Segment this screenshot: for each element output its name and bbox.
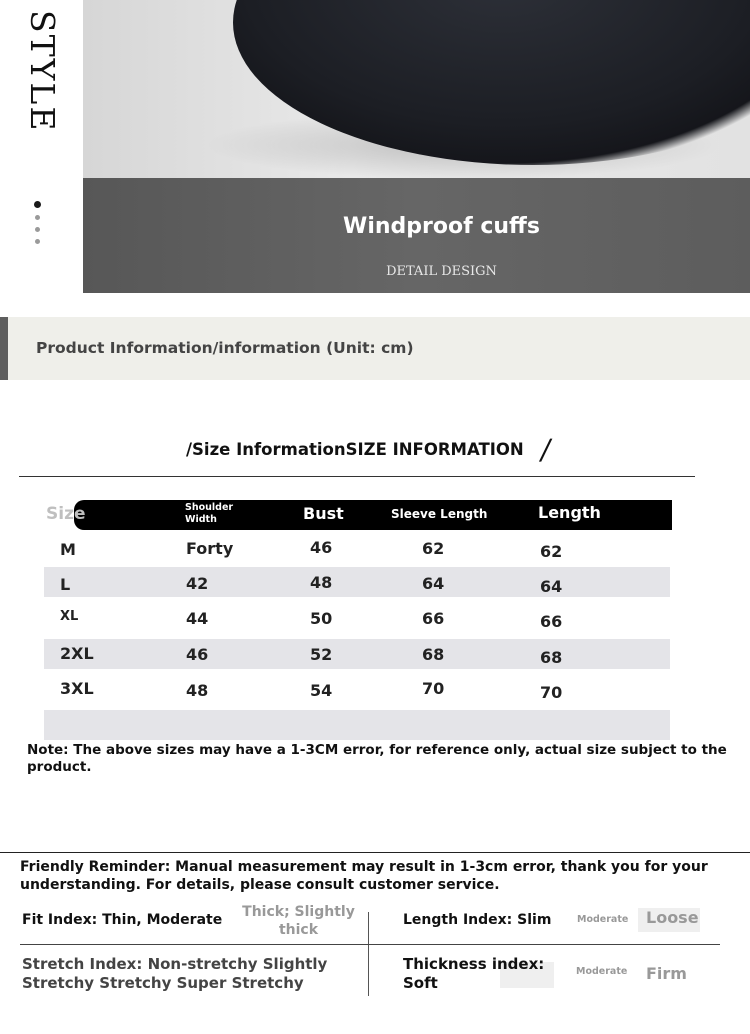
table-row: [44, 675, 670, 705]
fit-index-option: Thick; Slightly thick: [242, 904, 355, 938]
info-accent: [0, 317, 8, 380]
cell-shoulder: Forty: [186, 539, 234, 558]
cell-sleeve: 64: [422, 574, 445, 593]
cell-bust: 54: [310, 681, 333, 700]
thickness-index-option: Moderate: [576, 966, 628, 977]
slide-indicator: [34, 201, 42, 253]
cell-bust: 48: [310, 573, 333, 592]
cell-sleeve: 68: [422, 645, 445, 664]
cell-shoulder: 42: [186, 574, 209, 593]
cell-length: 70: [540, 683, 563, 702]
thickness-index-option: Firm: [646, 964, 687, 983]
cell-bust: 46: [310, 538, 333, 557]
style-word: STYLE: [23, 9, 62, 132]
size-table: [44, 500, 672, 740]
cell-length: 68: [540, 648, 563, 667]
cell-length: 64: [540, 577, 563, 596]
col-header-size: Size: [46, 504, 86, 524]
cell-length: 66: [540, 612, 563, 631]
cell-shoulder: 48: [186, 681, 209, 700]
cell-bust: 50: [310, 609, 333, 628]
table-row: [44, 567, 670, 597]
length-index-option: Loose: [638, 908, 700, 932]
detail-banner: [83, 178, 750, 293]
table-row-empty: [44, 710, 670, 740]
slide-dot-active[interactable]: [34, 201, 41, 208]
thickness-index-label: Thickness index: Soft: [403, 955, 545, 992]
slide-dot[interactable]: [35, 227, 40, 232]
cell-sleeve: 70: [422, 679, 445, 698]
slide-dot[interactable]: [35, 215, 40, 220]
cell-shoulder: 46: [186, 645, 209, 664]
banner-title: Windproof cuffs: [343, 214, 540, 239]
fit-index-label: Fit Index: Thin, Moderate: [22, 912, 223, 928]
cell-length: 62: [540, 542, 563, 561]
heading-divider: [19, 476, 695, 477]
cell-sleeve: 66: [422, 609, 445, 628]
cell-shoulder: 44: [186, 609, 209, 628]
cell-size: 2XL: [60, 644, 94, 663]
slide-dot[interactable]: [35, 239, 40, 244]
col-header-sleeve: Sleeve Length: [391, 507, 488, 521]
product-photo: [83, 0, 750, 178]
length-index-option: Moderate: [577, 914, 629, 925]
cell-size: 3XL: [60, 679, 94, 698]
col-header-shoulder: Shoulder Width: [185, 502, 234, 525]
product-info-label: Product Information/information (Unit: cm): [36, 339, 414, 357]
reminder-divider: [0, 852, 750, 853]
table-row: [44, 536, 670, 566]
hero-section: [0, 0, 750, 295]
table-row: [44, 639, 670, 669]
side-strip: [0, 0, 83, 295]
stretch-index-label: Stretch Index: Non-stretchy Slightly Stretchy Stretchy Super Stretchy: [22, 955, 328, 992]
product-info-bar: [0, 317, 750, 380]
length-index-label: Length Index: Slim: [403, 912, 552, 928]
table-row: [44, 603, 670, 633]
col-header-bust: Bust: [303, 504, 344, 523]
col-header-length: Length: [538, 503, 601, 522]
size-note: Note: The above sizes may have a 1-3CM error, for reference only, actual size subject to the product.: [27, 742, 727, 775]
banner-subtitle: DETAIL DESIGN: [386, 264, 497, 279]
friendly-reminder: Friendly Reminder: Manual measurement may result in 1-3cm error, thank you for your understanding. For details, please consult customer service.: [20, 859, 708, 893]
cell-size: M: [60, 540, 76, 559]
cell-size: L: [60, 575, 71, 594]
cell-size: XL: [60, 609, 79, 624]
index-column-divider: [368, 912, 369, 996]
index-row-divider: [20, 944, 720, 945]
heading-slash: /: [538, 433, 554, 466]
cell-bust: 52: [310, 645, 333, 664]
size-info-heading: /Size InformationSIZE INFORMATION: [186, 440, 524, 459]
cell-sleeve: 62: [422, 539, 445, 558]
